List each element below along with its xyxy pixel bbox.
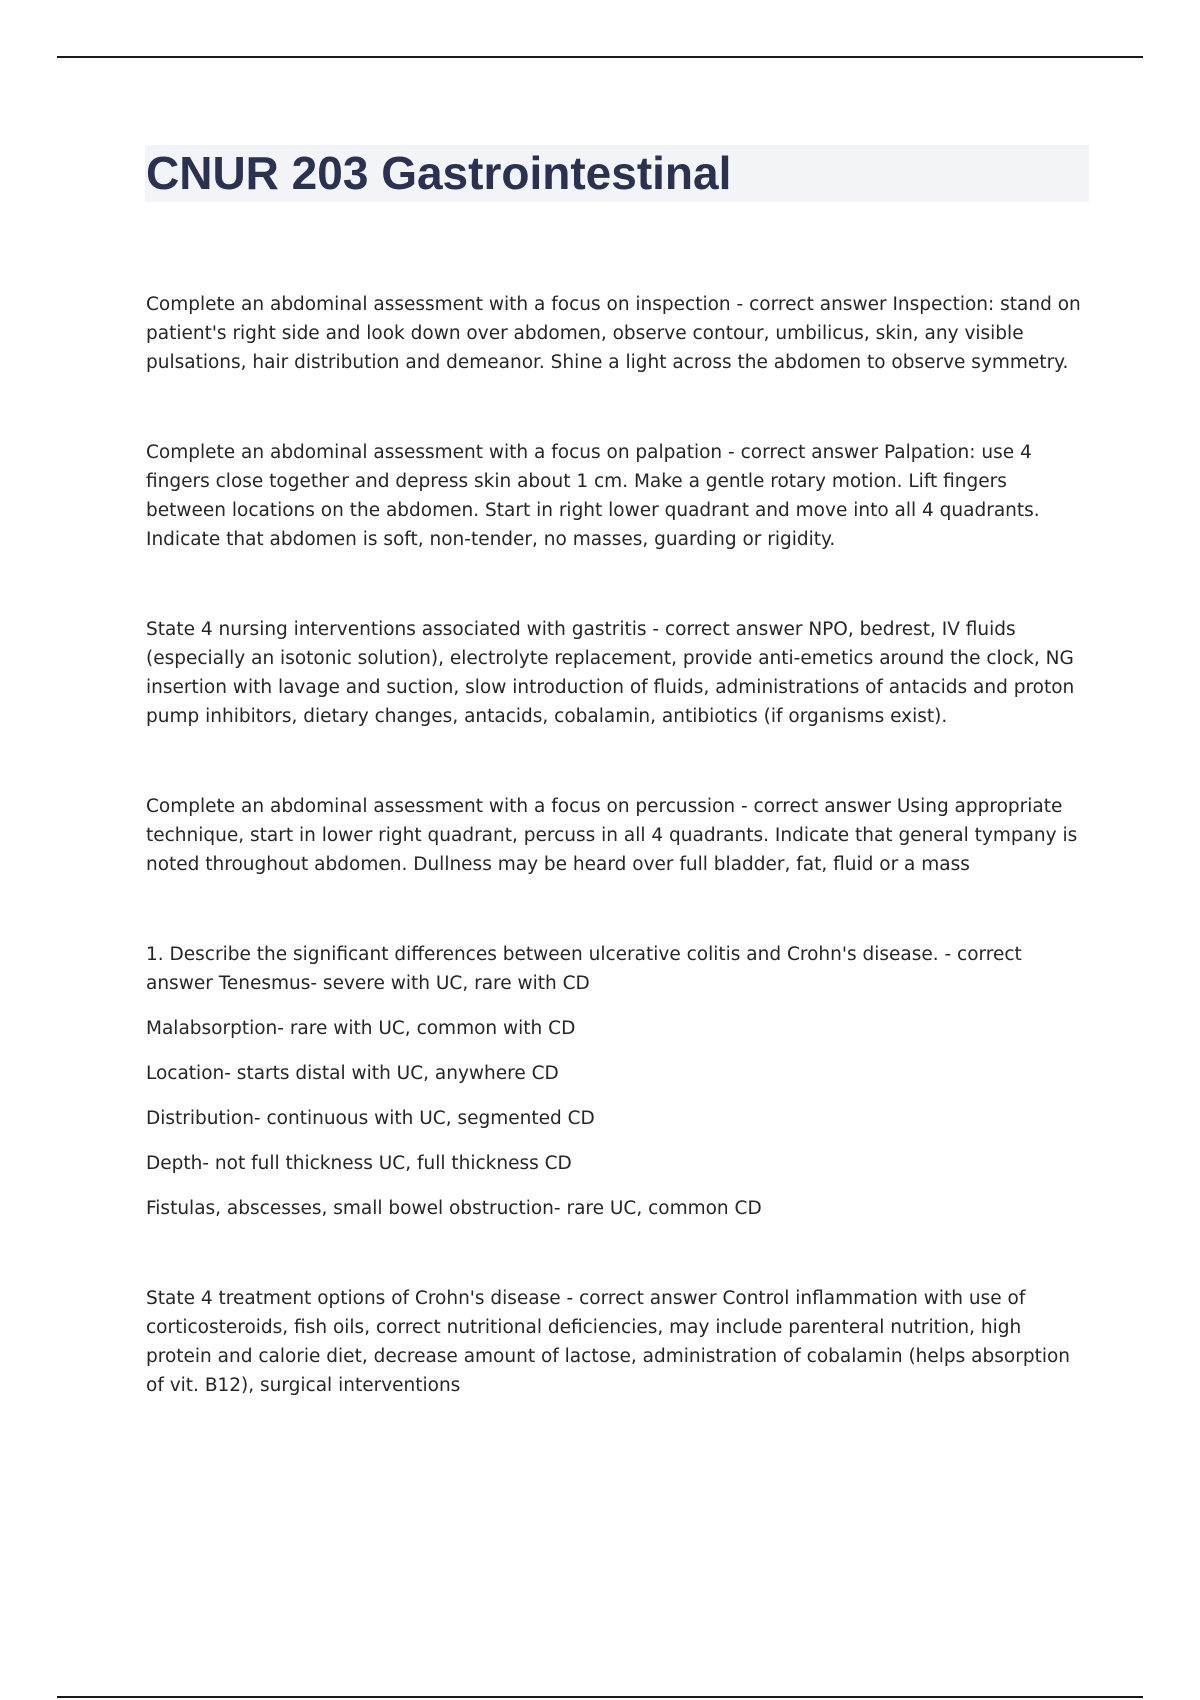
comparison-line: Distribution- continuous with UC, segmented CD: [146, 1108, 595, 1129]
comparison-line: Malabsorption- rare with UC, common with CD: [146, 1018, 576, 1039]
qa-entry: [146, 1284, 1090, 1400]
qa-text: Complete an abdominal assessment with a focus on palpation - correct answer Palpation: use 4 fingers close together and depress skin about 1 cm. Make a gentle rotary motion. Lift fingers between locations on the abdomen. Start in right lower quadrant and move into all 4 quadrants. Indicate that abdomen is soft, non-tender, no masses, guarding or rigidity.: [146, 442, 1040, 550]
qa-text: Complete an abdominal assessment with a focus on percussion - correct answer Using appropriate technique, start in lower right quadrant, percuss in all 4 quadrants. Indicate that general tympany is noted throughout abdomen. Dullness may be heard over full bladder, fat, fluid or a mass: [146, 796, 1078, 875]
qa-text: 1. Describe the significant differences between ulcerative colitis and Crohn's disease. - correct answer Tenesmus- severe with UC, rare with CD: [146, 944, 1022, 994]
qa-entry: [146, 438, 1090, 554]
qa-entry: [146, 792, 1090, 879]
document-title: CNUR 203 Gastrointestinal: [146, 147, 732, 199]
comparison-line: Fistulas, abscesses, small bowel obstruction- rare UC, common CD: [146, 1198, 762, 1219]
bottom-rule: [57, 1696, 1143, 1698]
qa-entry: [146, 290, 1090, 377]
qa-entry: [146, 615, 1090, 731]
comparison-line: Location- starts distal with UC, anywhere CD: [146, 1063, 559, 1084]
qa-text: State 4 treatment options of Crohn's disease - correct answer Control inflammation with use of corticosteroids, fish oils, correct nutritional deficiencies, may include parenteral nutrition, high protein and calorie diet, decrease amount of lactose, administration of cobalamin (helps absorption of vit. B12), surgical interventions: [146, 1288, 1071, 1396]
qa-entry: [146, 940, 1090, 1223]
top-rule: [57, 56, 1143, 58]
qa-text: Complete an abdominal assessment with a focus on inspection - correct answer Inspection: stand on patient's right side and look down over abdomen, observe contour, umbilicus, skin, any visible pulsations, hair distribution and demeanor. Shine a light across the abdomen to observe symmetry.: [146, 294, 1081, 373]
qa-text: State 4 nursing interventions associated with gastritis - correct answer NPO, bedrest, IV fluids (especially an isotonic solution), electrolyte replacement, provide anti-emetics around the clock, NG insertion with lavage and suction, slow introduction of fluids, administrations of antacids and proton pump inhibitors, dietary changes, antacids, cobalamin, antibiotics (if organisms exist).: [146, 619, 1075, 727]
comparison-line: Depth- not full thickness UC, full thickness CD: [146, 1153, 572, 1174]
document-body: [146, 290, 1090, 1461]
